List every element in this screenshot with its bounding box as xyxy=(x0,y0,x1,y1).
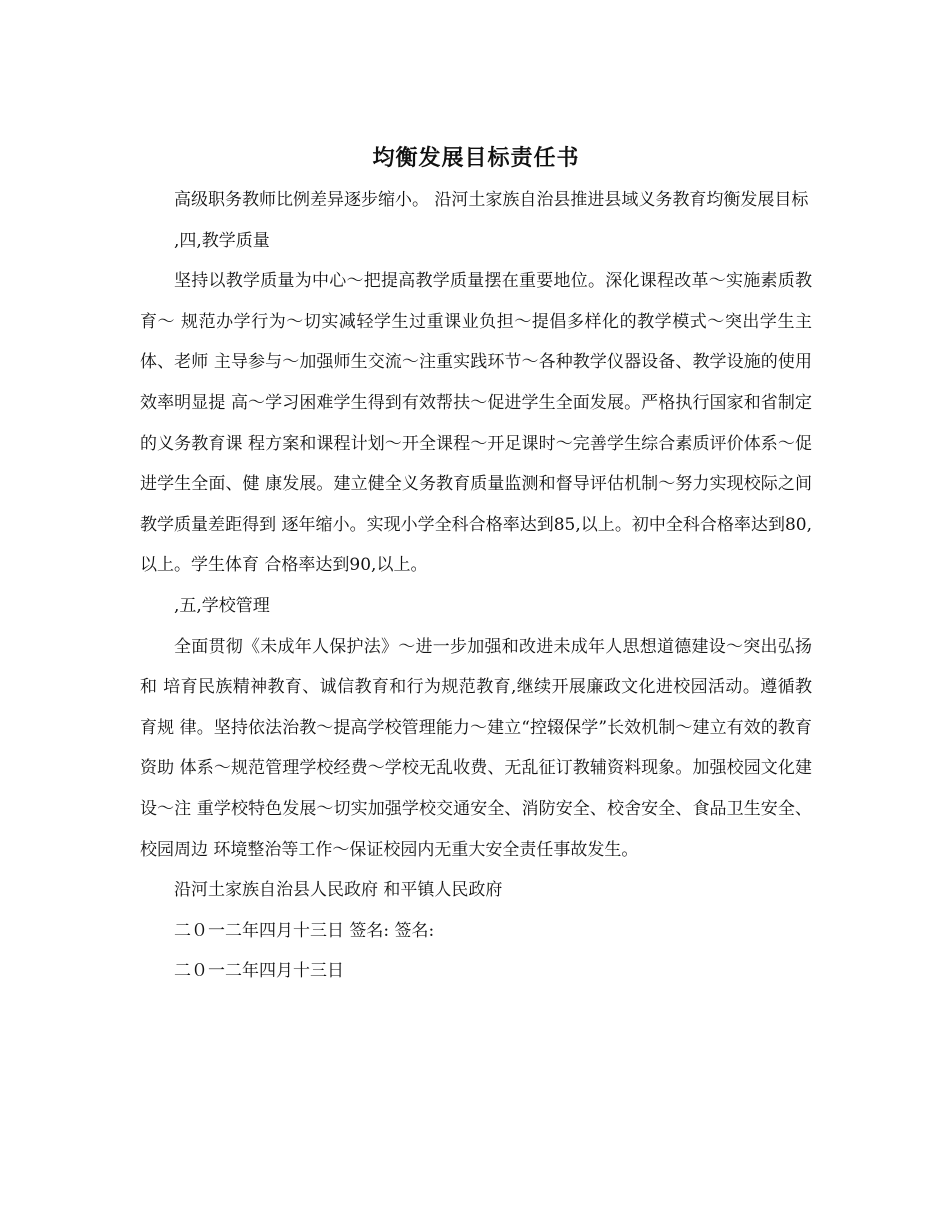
school-management-paragraph: 全面贯彻《未成年人保护法》～进一步加强和改进未成年人思想道德建设～突出弘扬和 培育民族精神教育、诚信教育和行为规范教育,继续开展廉政文化进校园活动。遵循教育规 律。坚持依法治教～提高学校管理能力～建立“控辍保学”长效机制～建立有效的教育资助 体系～规范管理学校经费～学校无乱收费、无乱征订教辅资料现象。加强校园文化建设～注 重学校特色发展～切实加强学校交通安全、消防安全、校舍安全、食品卫生安全、校园周边 环境整治等工作～保证校园内无重大安全责任事故发生。 xyxy=(140,636,812,860)
section-heading-teaching-quality: ,四,教学质量 xyxy=(174,230,270,251)
document-title: 均衡发展目标责任书 xyxy=(372,145,580,171)
intro-paragraph: 高级职务教师比例差异逐步缩小。 沿河土家族自治县推进县域义务教育均衡发展目标 xyxy=(174,190,809,210)
signatories-line: 沿河土家族自治县人民政府 和平镇人民政府 xyxy=(174,880,503,901)
section-heading-school-management: ,五,学校管理 xyxy=(174,595,270,616)
date-line: 二０一二年四月十三日 xyxy=(174,961,344,982)
date-signature-line: 二０一二年四月十三日 签名: 签名: xyxy=(174,920,435,941)
teaching-quality-paragraph: 坚持以教学质量为中心～把提高教学质量摆在重要地位。深化课程改革～实施素质教育～ 规范办学行为～切实减轻学生过重课业负担～提倡多样化的教学模式～突出学生主体、老师 主导参与～加强师生交流～注重实践环节～各种教学仪器设备、教学设施的使用效率明显提 高～学习困难学生得到有效帮扶～促进学生全面发展。严格执行国家和省制定的义务教育课 程方案和课程计划～开全课程～开足课时～完善学生综合素质评价体系～促进学生全面、健 康发展。建立健全义务教育质量监测和督导评估机制～努力实现校际之间教学质量差距得到 逐年缩小。实现小学全科合格率达到85,以上。初中全科合格率达到80,以上。学生体育 合格率达到90,以上。 xyxy=(140,271,812,576)
document-page xyxy=(140,140,812,992)
